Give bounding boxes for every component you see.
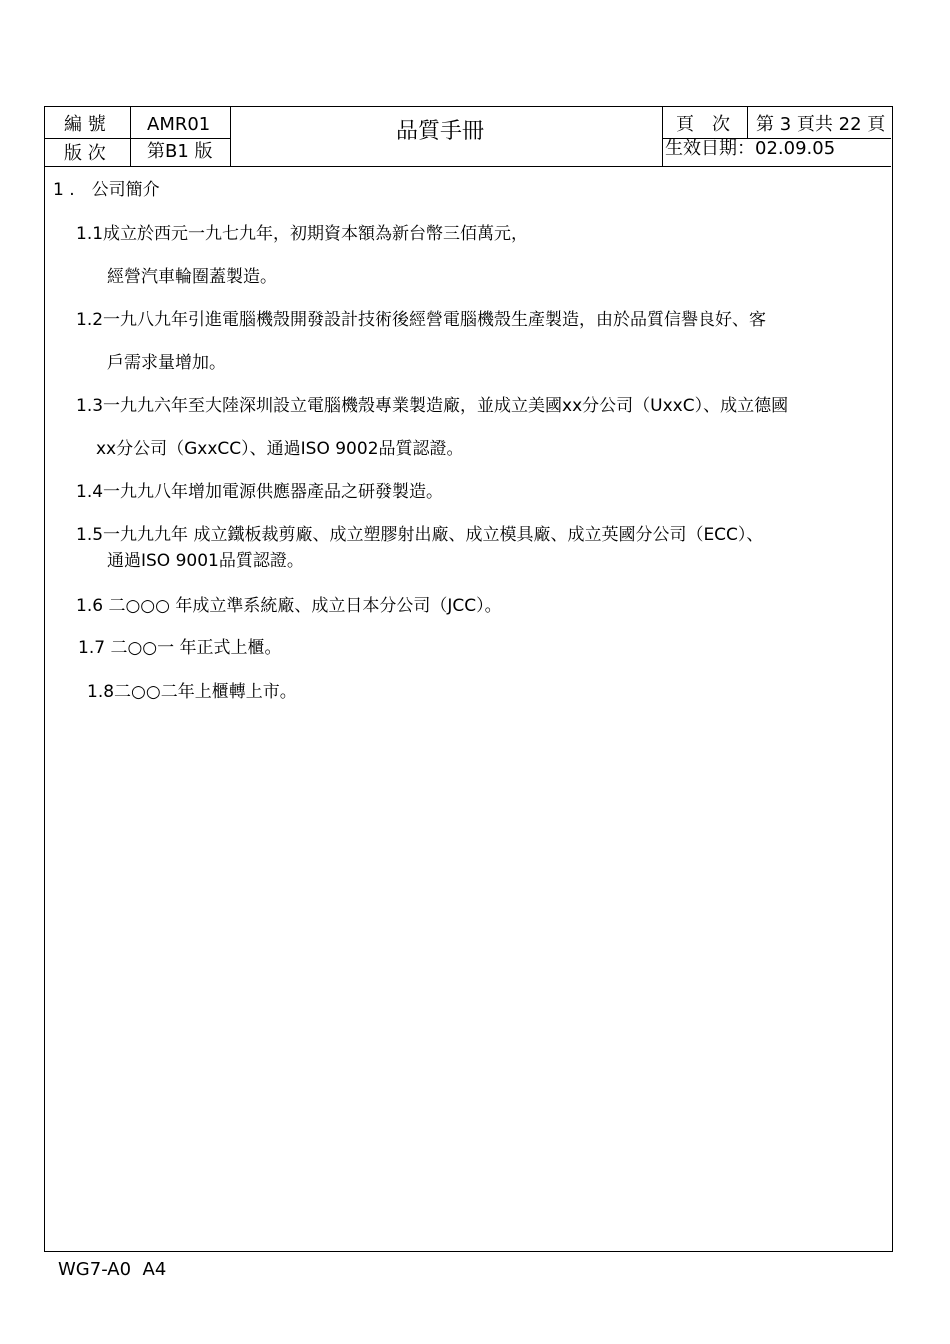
list-item: 1.1成立於西元一九七九年，初期資本額為新台幣三佰萬元， [76,224,529,244]
list-item: 1.8二○○二年上櫃轉上市。 [87,682,297,702]
header-divider [662,107,663,166]
form-code: WG7-A0 A4 [58,1259,167,1280]
version-label: 版 次 [64,143,106,164]
header-divider [747,107,748,138]
list-item: 經營汽車輪圈蓋製造。 [107,267,277,287]
section-heading: 1 . 公司簡介 [53,180,160,200]
version-value: 第B1 版 [147,141,213,162]
list-item: 1.2一九八九年引進電腦機殼開發設計技術後經營電腦機殼生產製造，由於品質信譽良好、客 [76,310,767,330]
page-label: 頁 次 [676,114,730,135]
code-value: AMR01 [147,114,211,135]
list-item: 1.4一九九八年增加電源供應器產品之研發製造。 [76,482,444,502]
page-value: 第 3 頁共 22 頁 [756,114,886,135]
effective-date: 生效日期：02.09.05 [665,138,836,159]
list-item: 1.7 二○○一 年正式上櫃。 [78,638,282,658]
header-bottom-border [45,166,891,167]
document-title: 品質手冊 [396,119,485,144]
header-divider [230,107,231,166]
list-item: xx分公司（GxxCC）、通過ISO 9002品質認證。 [96,439,464,459]
list-item: 1.3一九九六年至大陸深圳設立電腦機殼專業製造廠，並成立美國xx分公司（UxxC）、成立德國 [76,396,789,416]
header-divider [45,138,231,139]
header-divider [130,107,131,166]
list-item: 1.5一九九九年 成立鐵板裁剪廠、成立塑膠射出廠、成立模具廠、成立英國分公司（ECC）、 [76,525,764,545]
list-item: 1.6 二○○○ 年成立準系統廠、成立日本分公司（JCC）。 [76,596,502,616]
list-item: 通過ISO 9001品質認證。 [107,551,304,571]
code-label: 編 號 [64,114,106,135]
list-item: 戶需求量增加。 [107,353,226,373]
